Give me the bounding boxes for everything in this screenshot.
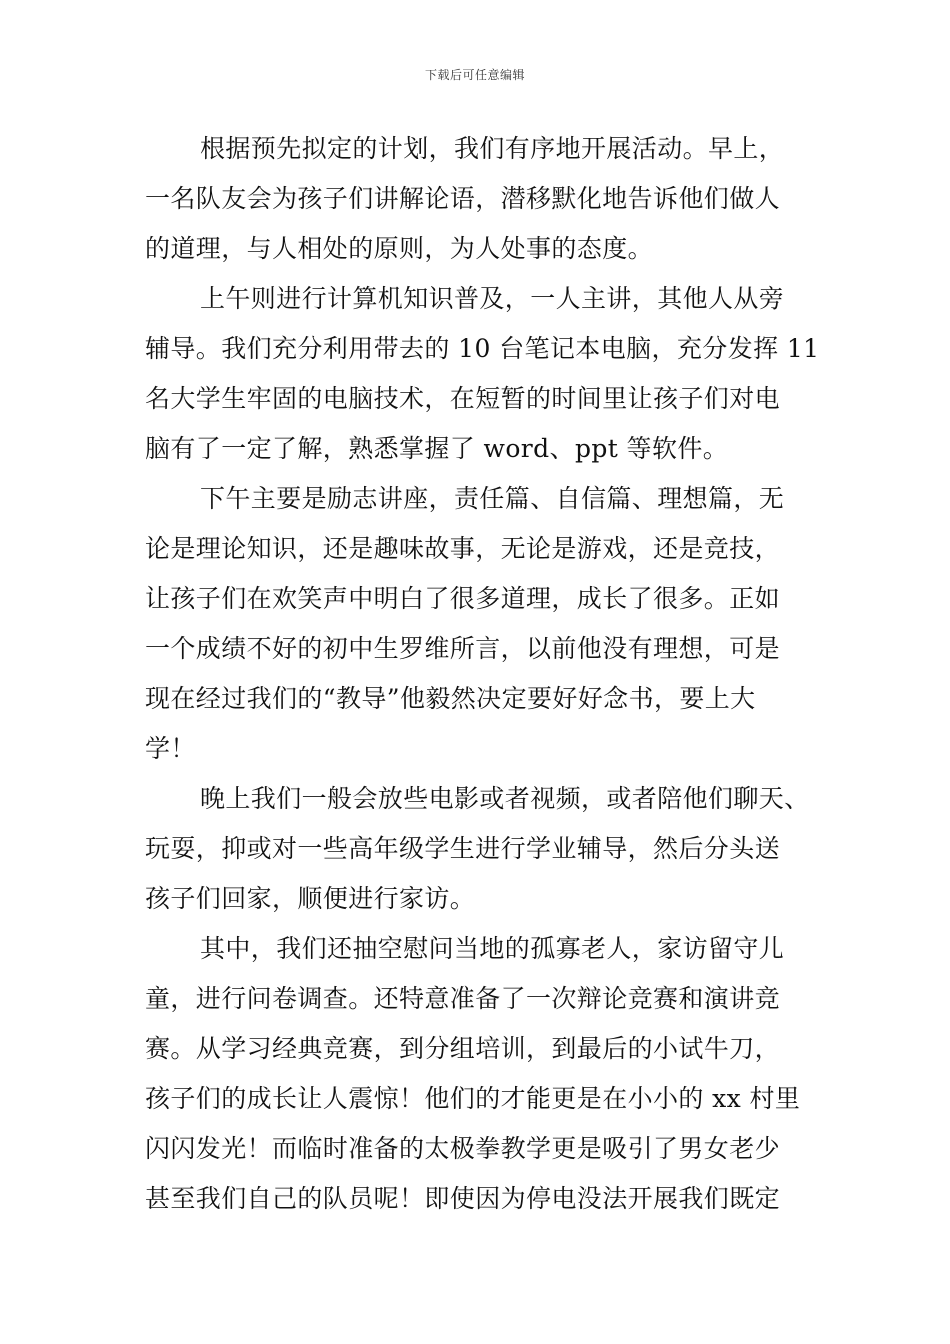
paragraph-line: 论是理论知识，还是趣味故事，无论是游戏，还是竞技， <box>145 534 781 563</box>
paragraph-line: 孩子们回家，顺便进行家访。 <box>145 884 476 913</box>
paragraph-line: 童，进行问卷调查。还特意准备了一次辩论竞赛和演讲竞 <box>145 984 781 1013</box>
paragraph-line: 孩子们的成长让人震惊！他们的才能更是在小小的 xx 村里 <box>145 1084 801 1113</box>
paragraph-line: 名大学生牢固的电脑技术，在短暂的时间里让孩子们对电 <box>145 384 781 413</box>
paragraph-line: 闪闪发光！而临时准备的太极拳教学更是吸引了男女老少 <box>145 1134 781 1163</box>
paragraph <box>145 474 807 774</box>
paragraph-line: 一名队友会为孩子们讲解论语，潜移默化地告诉他们做人 <box>145 184 781 213</box>
paragraph-line: 的道理，与人相处的原则，为人处事的态度。 <box>145 234 654 263</box>
paragraph-line: 现在经过我们的“教导”他毅然决定要好好念书，要上大 <box>145 684 756 713</box>
paragraph-line: 甚至我们自己的队员呢！即使因为停电没法开展我们既定 <box>145 1184 781 1213</box>
paragraph-line: 上午则进行计算机知识普及，一人主讲，其他人从旁 <box>200 284 785 313</box>
paragraph <box>145 274 820 474</box>
document-body <box>145 124 820 1224</box>
paragraph-line: 晚上我们一般会放些电影或者视频，或者陪他们聊天、 <box>200 784 810 813</box>
paragraph-line: 赛。从学习经典竞赛，到分组培训，到最后的小试牛刀， <box>145 1034 781 1063</box>
paragraph-line: 其中，我们还抽空慰问当地的孤寡老人，家访留守儿 <box>200 934 785 963</box>
paragraph-line: 辅导。我们充分利用带去的 10 台笔记本电脑，充分发挥 11 <box>145 334 820 363</box>
paragraph-line: 学！ <box>145 734 196 763</box>
paragraph-line: 脑有了一定了解，熟悉掌握了 word、ppt 等软件。 <box>145 434 729 463</box>
page-header: 下载后可任意编辑 <box>424 68 525 82</box>
paragraph-line: 下午主要是励志讲座，责任篇、自信篇、理想篇，无 <box>200 484 785 513</box>
paragraph-line: 让孩子们在欢笑声中明白了很多道理，成长了很多。正如 <box>145 584 781 613</box>
paragraph-line: 一个成绩不好的初中生罗维所言，以前他没有理想，可是 <box>145 634 781 663</box>
paragraph-line: 根据预先拟定的计划，我们有序地开展活动。早上， <box>200 134 785 163</box>
paragraph-line: 玩耍，抑或对一些高年级学生进行学业辅导，然后分头送 <box>145 834 781 863</box>
paragraph <box>145 924 807 1224</box>
paragraph <box>145 124 807 274</box>
paragraph <box>145 774 810 924</box>
